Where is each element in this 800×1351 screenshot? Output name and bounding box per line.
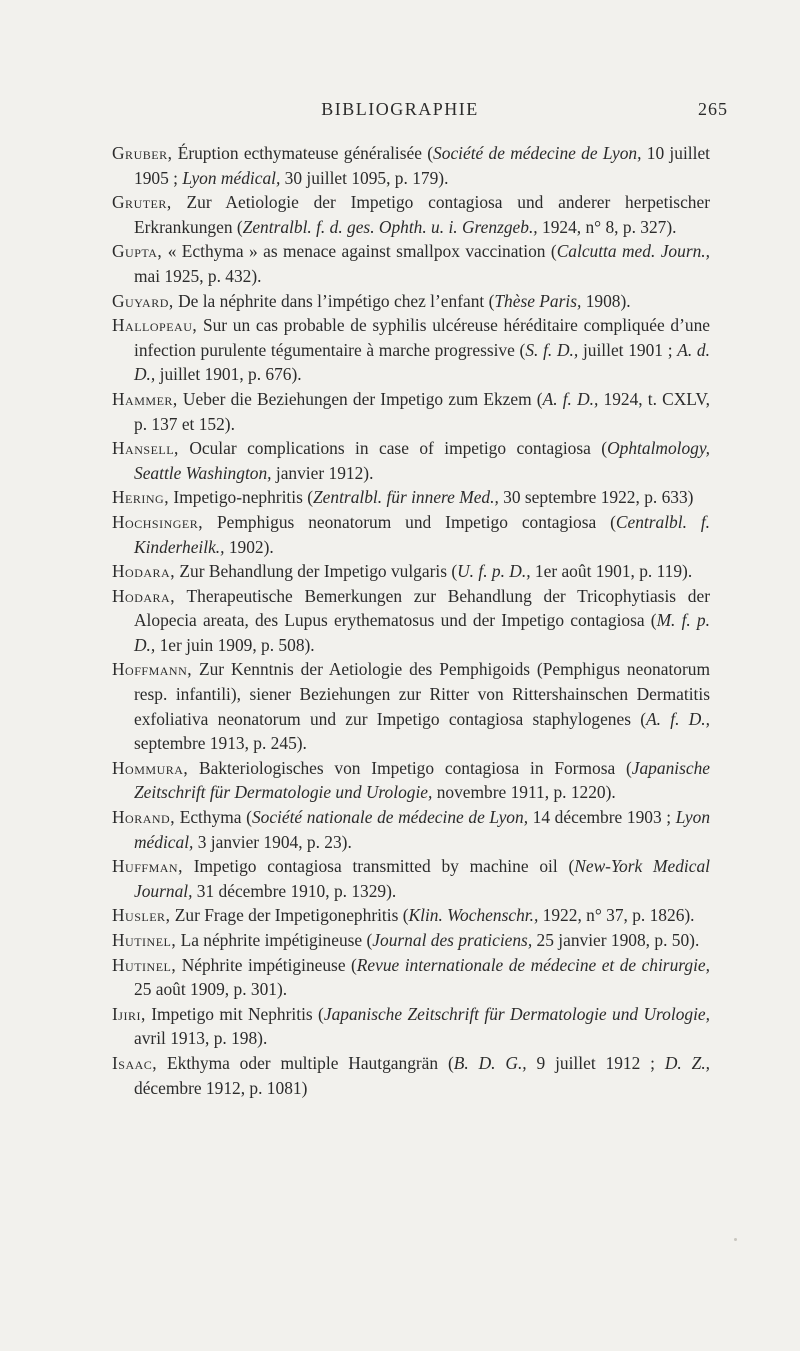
entry-author: Husler, bbox=[112, 905, 171, 926]
entry-journal: Calcutta med. Journ., bbox=[556, 241, 710, 262]
entry-text: « Ecthyma » as menace against smallpox vaccination ( bbox=[162, 241, 557, 262]
entry-journal: Société de médecine de Lyon, bbox=[433, 143, 642, 163]
entry-text: Sur un cas probable de syphilis ulcéreuse héréditaire compliquée d’une infection purulente tégumentaire à marche progressive ( bbox=[134, 315, 710, 360]
bibliography-entry bbox=[112, 854, 710, 903]
entry-text: 1922, n° 37, p. 1826). bbox=[538, 905, 695, 926]
entry-text: Ekthyma oder multiple Hautgangrän ( bbox=[157, 1052, 454, 1073]
entry-text: 9 juillet 1912 ; bbox=[526, 1052, 665, 1073]
entry-journal: A. f. D., bbox=[646, 708, 710, 729]
running-head bbox=[0, 99, 800, 125]
bibliography-entry bbox=[112, 1002, 710, 1051]
entry-journal: Japanische Zeitschrift für Dermatologie und Urologie, bbox=[323, 1003, 710, 1024]
entry-author: Hochsinger, bbox=[112, 511, 204, 532]
entry-journal: B. D. G., bbox=[453, 1052, 527, 1073]
entry-text: mai 1925, p. 432). bbox=[134, 265, 262, 286]
entry-text: 1er août 1901, p. 119). bbox=[530, 561, 693, 582]
entry-text: Ocular complications in case of impetigo contagiosa ( bbox=[178, 438, 608, 459]
entry-text: Zur Aetiologie der Impetigo contagiosa und anderer herpetischer Erkrankungen ( bbox=[134, 192, 710, 237]
entry-author: Gruber, bbox=[112, 143, 173, 163]
entry-text: 1er juin 1909, p. 508). bbox=[155, 634, 315, 655]
entry-text: Bakteriologisches von Impetigo contagiosa in Formosa ( bbox=[188, 757, 632, 778]
entry-text: 1908). bbox=[581, 290, 631, 311]
bibliography-entry bbox=[112, 436, 710, 485]
entry-author: Horand, bbox=[112, 807, 176, 828]
entry-journal: Thèse Paris, bbox=[494, 290, 582, 311]
bibliography-entry bbox=[112, 141, 710, 190]
entry-author: Gruter, bbox=[112, 192, 172, 213]
entry-text: 31 décembre 1910, p. 1329). bbox=[192, 880, 397, 901]
entry-journal: A. f. D., bbox=[542, 388, 599, 409]
entry-journal: Japanische Zeitschrift für Dermatologie und Urologie, bbox=[134, 757, 710, 803]
entry-text: 1924, t. CXLV, p. 137 et 152). bbox=[134, 388, 710, 434]
bibliography-entry bbox=[112, 289, 710, 314]
entry-journal: M. f. p. D., bbox=[134, 610, 710, 655]
entry-text: La néphrite impétigineuse ( bbox=[176, 930, 373, 950]
entry-journal: Lyon médical, bbox=[182, 167, 281, 188]
bibliography-entry bbox=[112, 928, 710, 953]
entry-journal: Revue internationale de médecine et de chirurgie, bbox=[356, 954, 710, 975]
entry-text: Zur Behandlung der Impetigo vulgaris ( bbox=[175, 561, 458, 582]
entry-journal: U. f. p. D., bbox=[457, 561, 531, 582]
entry-journal: Centralbl. f. Kinderheilk., bbox=[134, 511, 711, 557]
entry-text: Impetigo-nephritis ( bbox=[169, 487, 314, 508]
entry-journal: New-York Medical Journal, bbox=[134, 856, 710, 901]
entry-journal: Journal des praticiens, bbox=[372, 930, 533, 950]
entry-text: Zur Kenntnis der Aetiologie des Pemphigoids (Pemphigus neonatorum resp. infantili), siener Beziehungen zur Ritter von Rittershainschen Dermatitis exfoliativa neonatorum und zur Impetigo contagiosa staphylogenes ( bbox=[134, 659, 710, 729]
entry-text: De la néphrite dans l’impétigo chez l’enfant ( bbox=[173, 290, 495, 311]
page-number: 265 bbox=[698, 99, 728, 119]
entry-journal: Société nationale de médecine de Lyon, bbox=[251, 807, 529, 828]
bibliography-entry bbox=[112, 313, 710, 387]
paper-speck bbox=[734, 1238, 737, 1241]
entry-text: septembre 1913, p. 245). bbox=[134, 733, 307, 754]
bibliography-entry bbox=[112, 657, 710, 755]
entry-text: Ecthyma ( bbox=[175, 807, 252, 828]
entry-text: juillet 1901 ; bbox=[578, 339, 678, 360]
entry-text: 30 juillet 1095, p. 179). bbox=[280, 167, 449, 188]
entry-author: Hallopeau, bbox=[112, 315, 198, 336]
entry-text: juillet 1901, p. 676). bbox=[155, 364, 302, 385]
entry-journal: Zentralbl. f. d. ges. Ophth. u. i. Grenzgeb., bbox=[242, 216, 538, 237]
entry-author: Hansell, bbox=[112, 438, 179, 459]
bibliography-entry bbox=[112, 485, 710, 510]
entry-text: Ueber die Beziehungen der Impetigo zum Ekzem ( bbox=[177, 388, 543, 409]
bibliography-entry bbox=[112, 953, 710, 1002]
bibliography-entry bbox=[112, 903, 710, 928]
entry-journal: D. Z., bbox=[664, 1052, 711, 1073]
entry-author: Isaac, bbox=[112, 1052, 158, 1073]
entry-text: Impetigo mit Nephritis ( bbox=[145, 1003, 324, 1024]
entry-text: 14 décembre 1903 ; bbox=[528, 807, 676, 828]
entry-author: Gupta, bbox=[112, 241, 163, 262]
entry-author: Hommura, bbox=[112, 757, 189, 778]
entry-text: 25 janvier 1908, p. 50). bbox=[532, 930, 700, 950]
entry-text: Therapeutische Bemerkungen zur Behandlung der Tricophytiasis der Alopecia areata, des Lupus erythematosus und der Impetigo contagiosa ( bbox=[134, 585, 710, 631]
bibliography-entry bbox=[112, 1051, 710, 1100]
entry-text: Zur Frage der Impetigonephritis ( bbox=[170, 905, 409, 926]
bibliography-entry bbox=[112, 559, 710, 584]
entry-text: janvier 1912). bbox=[271, 462, 374, 483]
bibliography-entry bbox=[112, 510, 710, 559]
entry-author: Hodara, bbox=[112, 561, 176, 582]
entry-author: Huffman, bbox=[112, 856, 183, 877]
bibliography-entry bbox=[112, 387, 710, 436]
entry-text: 25 août 1909, p. 301). bbox=[134, 979, 288, 1000]
entry-text: Impetigo contagiosa transmitted by machine oil ( bbox=[182, 856, 575, 877]
bibliography-entry bbox=[112, 805, 710, 854]
entry-author: Hutinel, bbox=[112, 930, 177, 950]
entry-text: 1902). bbox=[224, 536, 274, 557]
entry-journal: Lyon médical, bbox=[134, 807, 711, 852]
running-title: BIBLIOGRAPHIE bbox=[321, 99, 479, 119]
entry-text: Éruption ecthymateuse généralisée ( bbox=[172, 143, 434, 163]
entry-text: 3 janvier 1904, p. 23). bbox=[193, 831, 352, 852]
entry-text: novembre 1911, p. 1220). bbox=[432, 782, 616, 803]
entry-text: avril 1913, p. 198). bbox=[134, 1028, 268, 1049]
entry-journal: A. d. D., bbox=[134, 339, 710, 385]
entry-author: Hoffmann, bbox=[112, 659, 193, 680]
entry-journal: Klin. Wochenschr., bbox=[408, 905, 539, 926]
entry-text: 10 juillet 1905 ; bbox=[134, 143, 710, 188]
entry-text: Néphrite impétigineuse ( bbox=[176, 954, 357, 975]
entry-author: Ijiri, bbox=[112, 1003, 146, 1024]
entry-text: 1924, n° 8, p. 327). bbox=[537, 216, 677, 237]
bibliography-entry bbox=[112, 756, 710, 805]
entry-text: Pemphigus neonatorum und Impetigo contagiosa ( bbox=[203, 511, 616, 532]
entry-author: Hering, bbox=[112, 487, 170, 508]
entry-author: Hammer, bbox=[112, 388, 178, 409]
bibliography-list bbox=[112, 141, 710, 1100]
entry-journal: Ophtalmology, Seattle Washington, bbox=[134, 438, 710, 483]
entry-author: Hutinel, bbox=[112, 954, 177, 975]
entry-journal: Zentralbl. für innere Med., bbox=[313, 487, 499, 508]
entry-author: Guyard, bbox=[112, 290, 174, 311]
entry-text: décembre 1912, p. 1081) bbox=[134, 1077, 308, 1098]
entry-author: Hodara, bbox=[112, 585, 176, 606]
entry-text: 30 septembre 1922, p. 633) bbox=[498, 487, 694, 508]
bibliography-entry bbox=[112, 584, 710, 658]
bibliography-entry bbox=[112, 239, 710, 288]
bibliography-entry bbox=[112, 190, 710, 239]
entry-journal: S. f. D., bbox=[525, 339, 579, 360]
